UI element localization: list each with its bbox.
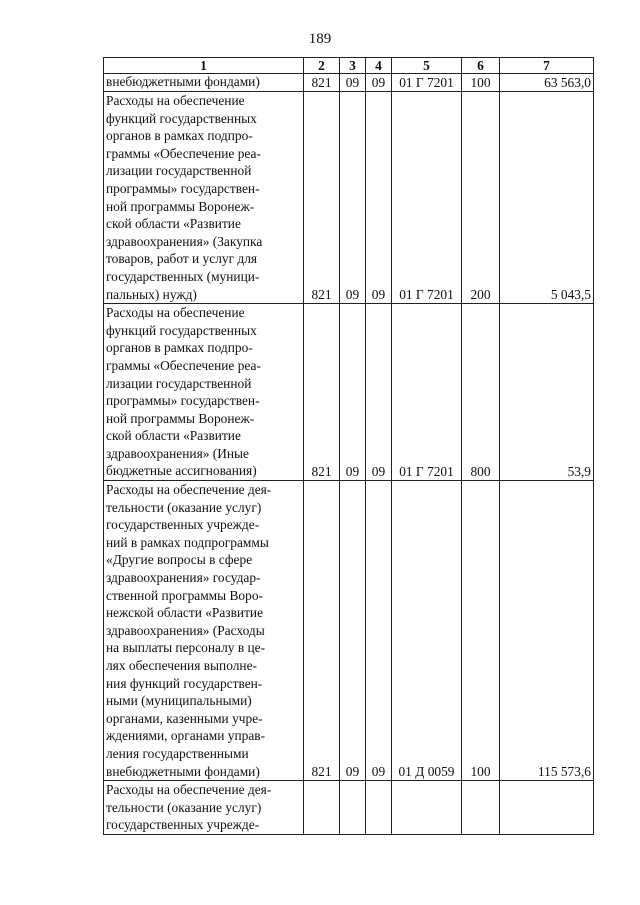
description-line: Расходы на обеспечение — [106, 93, 245, 108]
description-line: ской области «Развитие — [106, 428, 241, 444]
description-line: тельности (оказание услуг) — [106, 499, 262, 515]
description-line: органов в рамках подпро- — [106, 128, 253, 144]
column-header-1: 1 — [104, 58, 304, 74]
column-header-4: 4 — [366, 58, 392, 74]
cell-target-article: 01 Г 7201 — [392, 304, 462, 481]
cell-subsection: 09 — [366, 92, 392, 304]
cell-expense-type: 200 — [462, 92, 500, 304]
table-row — [104, 481, 594, 781]
cell-section: 09 — [340, 481, 366, 781]
description-line: программы» государствен- — [106, 393, 260, 409]
cell-subsection: 09 — [366, 481, 392, 781]
description-line: функций государственных — [106, 322, 257, 338]
table-row — [104, 781, 594, 835]
cell-subsection — [366, 781, 392, 835]
description-line: Расходы на обеспечение дея- — [106, 782, 272, 798]
table-header-row — [104, 58, 594, 74]
cell-amount: 5 043,5 — [500, 92, 594, 304]
description-line: тельности (оказание услуг) — [106, 799, 262, 815]
column-header-6: 6 — [462, 58, 500, 74]
cell-section — [340, 781, 366, 835]
description-line: здравоохранения» государ- — [106, 570, 261, 586]
cell-section: 09 — [340, 304, 366, 481]
cell-amount: 53,9 — [500, 304, 594, 481]
cell-ministry-code: 821 — [304, 304, 340, 481]
table-row — [104, 92, 594, 304]
cell-target-article: 01 Д 0059 — [392, 481, 462, 781]
description-line: государственных (муници- — [106, 268, 260, 284]
description-line: Расходы на обеспечение дея- — [106, 482, 272, 498]
column-header-2: 2 — [304, 58, 340, 74]
description-line: граммы «Обеспечение реа- — [106, 145, 261, 161]
description-line: Расходы на обеспечение — [106, 305, 245, 321]
description-line: государственных учрежде- — [106, 817, 260, 833]
description-line: программы» государствен- — [106, 180, 260, 196]
cell-amount: 63 563,0 — [500, 74, 594, 92]
description-line: ной программы Воронеж- — [106, 198, 255, 214]
description-line: товаров, работ и услуг для — [106, 251, 258, 267]
description-line: ления государственными — [106, 745, 249, 761]
description-line: государственных учрежде- — [106, 517, 260, 533]
row-description — [104, 481, 304, 781]
cell-section: 09 — [340, 74, 366, 92]
description-line: ственной программы Воро- — [106, 587, 263, 603]
description-line: ными (муниципальными) — [106, 693, 252, 709]
column-header-7: 7 — [500, 58, 594, 74]
cell-ministry-code: 821 — [304, 92, 340, 304]
description-line: здравоохранения» (Закупка — [106, 233, 263, 249]
page-number: 189 — [308, 31, 332, 47]
description-line: ждениями, органами управ- — [106, 728, 266, 744]
description-line: на выплаты персоналу в це- — [106, 640, 266, 656]
cell-ministry-code: 821 — [304, 74, 340, 92]
cell-subsection: 09 — [366, 74, 392, 92]
description-line: пальных) нужд) — [106, 286, 197, 302]
cell-target-article: 01 Г 7201 — [392, 74, 462, 92]
row-description — [104, 781, 304, 835]
column-header-5: 5 — [392, 58, 462, 74]
description-line: лизации государственной — [106, 375, 252, 391]
description-line: граммы «Обеспечение реа- — [106, 357, 261, 373]
description-line: ской области «Развитие — [106, 216, 241, 232]
description-line: нежской области «Развитие — [106, 605, 264, 621]
description-line: органов в рамках подпро- — [106, 340, 253, 356]
row-description — [104, 92, 304, 304]
cell-ministry-code: 821 — [304, 481, 340, 781]
description-line: внебюджетными фондами) — [106, 763, 260, 779]
row-description — [104, 304, 304, 481]
cell-amount — [500, 781, 594, 835]
cell-expense-type: 100 — [462, 481, 500, 781]
budget-table — [103, 57, 594, 835]
table-row — [104, 74, 594, 92]
cell-target-article — [392, 781, 462, 835]
table-row — [104, 304, 594, 481]
cell-expense-type: 800 — [462, 304, 500, 481]
description-line: бюджетные ассигнования) — [106, 463, 257, 479]
description-line: лях обеспечения выполне- — [106, 658, 257, 673]
description-line: здравоохранения» (Иные — [106, 445, 250, 461]
description-line: ной программы Воронеж- — [106, 410, 255, 426]
description-line: здравоохранения» (Расходы — [106, 622, 265, 638]
description-line: функций государственных — [106, 110, 257, 126]
description-line: органами, казенными учре- — [106, 710, 263, 726]
cell-expense-type — [462, 781, 500, 835]
cell-expense-type: 100 — [462, 74, 500, 92]
row-description — [104, 74, 304, 92]
description-line: ния функций государствен- — [106, 675, 263, 691]
cell-ministry-code — [304, 781, 340, 835]
column-header-3: 3 — [340, 58, 366, 74]
description-line: лизации государственной — [106, 163, 252, 179]
cell-target-article: 01 Г 7201 — [392, 92, 462, 304]
description-line: «Другие вопросы в сфере — [106, 552, 253, 568]
cell-section: 09 — [340, 92, 366, 304]
cell-amount: 115 573,6 — [500, 481, 594, 781]
description-line: ний в рамках подпрограммы — [106, 534, 269, 550]
cell-subsection: 09 — [366, 304, 392, 481]
description-line: внебюджетными фондами) — [106, 74, 260, 89]
